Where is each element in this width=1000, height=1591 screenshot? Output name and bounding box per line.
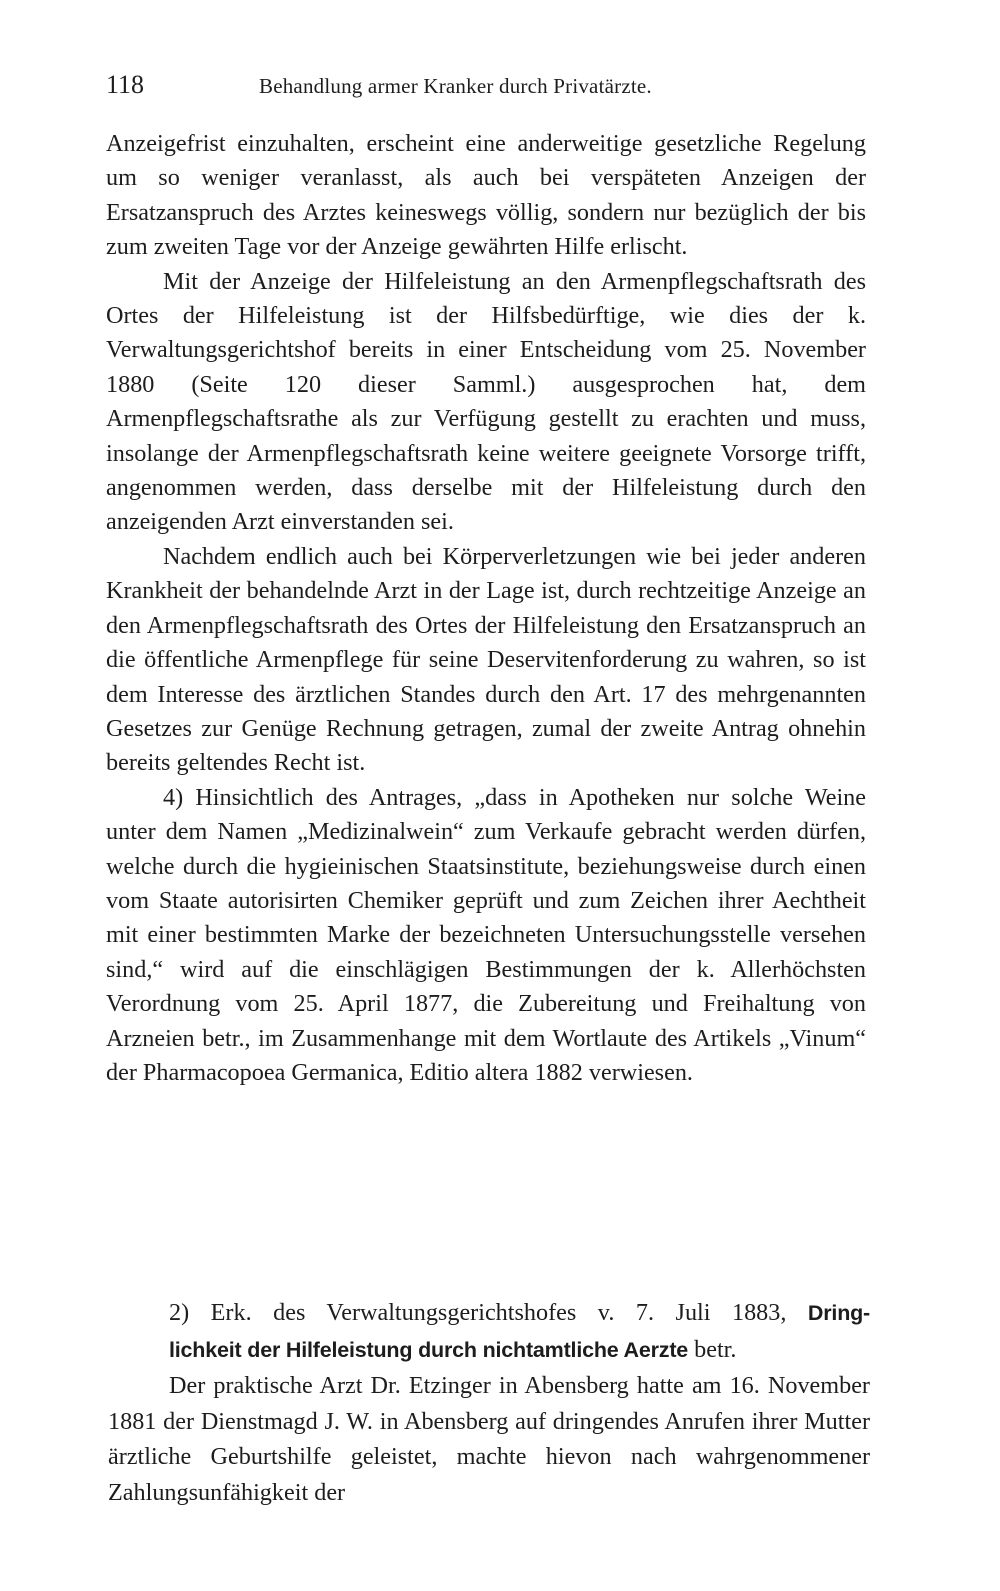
section-heading-plain: 2) Erk. des Verwaltungsgerichtshofes v. 7. Juli 1883, xyxy=(169,1299,787,1326)
page-header xyxy=(106,66,866,106)
paragraph-continuation: Anzeigefrist einzuhalten, erscheint eine anderweitige gesetzliche Regelung um so weniger veranlasst, als auch bei verspäteten Anzeigen der Ersatzanspruch des Arztes keineswegs völlig, sondern nur bezüglich der bis zum zweiten Tage vor der Anzeige gewährten Hilfe erlischt. xyxy=(106,130,866,261)
page-number: 118 xyxy=(106,70,145,99)
section-heading-bold-2: lichkeit der Hilfeleistung durch nichtamtliche Aerzte xyxy=(169,1337,689,1362)
paragraph-medicinal-wine: 4) Hinsichtlich des Antrages, „dass in Apotheken nur solche Weine unter dem Namen „Medizinalwein“ zum Verkaufe gebracht werden dürfen, welche durch die hygieinischen Staatsinstitute, beziehungsweise durch einen vom Staate autorisirten Chemiker geprüft und zum Zeichen ihrer Aechtheit mit einer bestimmten Marke der bezeichneten Untersuchungsstelle versehen sind,“ wird auf die einschlägigen Bestimmungen der k. Allerhöchsten Verordnung vom 25. April 1877, die Zubereitung und Freihaltung von Arzneien betr., im Zusammenhange mit dem Wortlaute des Artikels „Vinum“ der Pharmacopoea Germanica, Editio altera 1882 verwiesen. xyxy=(106,783,866,1086)
section-heading-line2 xyxy=(108,1332,870,1369)
section-heading-tail: betr. xyxy=(694,1335,737,1363)
running-head: Behandlung armer Kranker durch Privatärzte. xyxy=(259,74,652,98)
section-decision xyxy=(108,1295,870,1510)
section-heading xyxy=(108,1295,870,1332)
paragraph-injuries: Nachdem endlich auch bei Körperverletzungen wie bei jeder anderen Krankheit der behandelnde Arzt in der Lage ist, durch rechtzeitige Anzeige an den Armenpflegschaftsrath des Ortes der Hilfeleistung den Ersatzanspruch an die öffentliche Armenpflege für seine Deservitenforderung zu wahren, so ist dem Interesse des ärztlichen Standes durch den Art. 17 des mehrgenannten Gesetzes zur Genüge Rechnung getragen, zumal der zweite Antrag ohnehin bereits geltendes Recht ist. xyxy=(106,542,866,777)
paragraph-notification: Mit der Anzeige der Hilfeleistung an den Armenpflegschaftsrath des Ortes der Hilfeleistung ist der Hilfsbedürftige, wie dies der k. Verwaltungsgerichtshof bereits in einer Entscheidung vom 25. November 1880 (Seite 120 dieser Samml.) ausgesprochen hat, dem Armenpflegschaftsrathe als zur Verfügung gestellt zu erachten und muss, insolange der Armenpflegschaftsrath keine weitere geeignete Vorsorge trifft, angenommen werden, dass derselbe mit der Hilfeleistung durch den anzeigenden Arzt einverstanden sei. xyxy=(106,267,866,536)
body-text xyxy=(106,127,866,1090)
section-paragraph: Der praktische Arzt Dr. Etzinger in Abensberg hatte am 16. November 1881 der Dienstmagd J. W. in Abensberg auf dringendes Anrufen ihrer Mutter ärztliche Geburtshilfe geleistet, machte hievon nach wahrgenommener Zahlungsunfähigkeit der xyxy=(108,1372,870,1506)
section-heading-bold-1: Dring- xyxy=(807,1301,871,1325)
